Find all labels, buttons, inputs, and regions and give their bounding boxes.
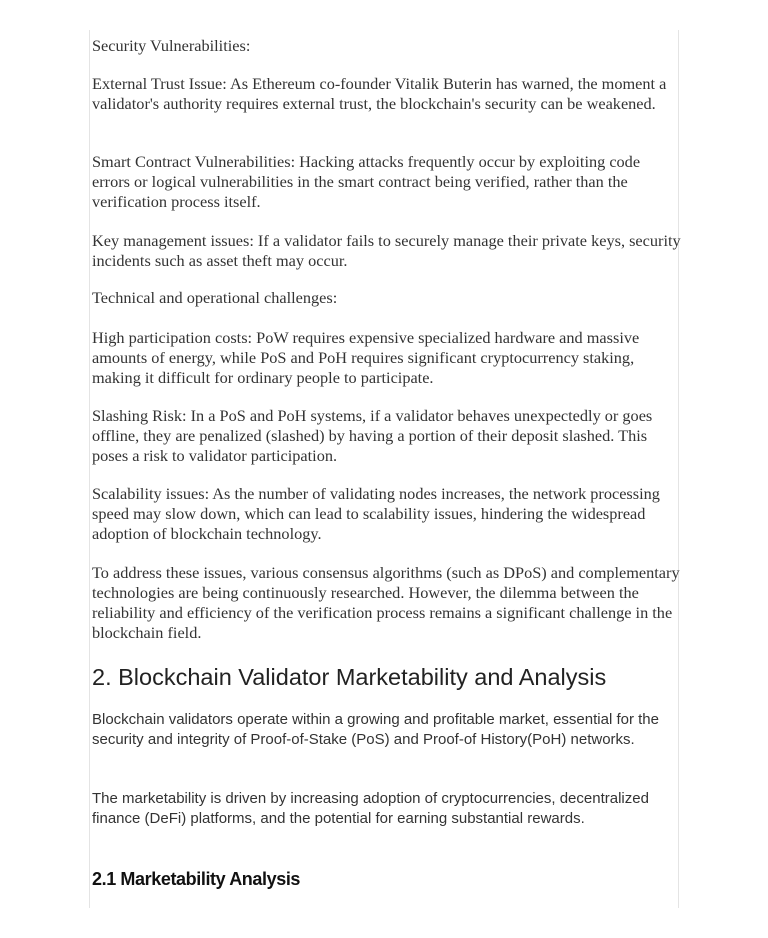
smart-contract-paragraph: Smart Contract Vulnerabilities: Hacking attacks frequently occur by exploiting code errors or logical vulnerabilities in the smart contract being verified, rather than the verification process itself. — [92, 152, 641, 211]
section-2-paragraph-1: Blockchain validators operate within a growing and profitable market, essential for the security and integrity of Proof-of-Stake (PoS) and Proof-of History(PoH) networks. — [92, 711, 659, 748]
technical-challenges-heading: Technical and operational challenges: — [92, 288, 338, 307]
external-trust-paragraph: External Trust Issue: As Ethereum co-founder Vitalik Buterin has warned, the moment a validator's authority requires external trust, the blockchain's security can be weakened. — [92, 74, 667, 113]
address-issues-paragraph: To address these issues, various consensus algorithms (such as DPoS) and complementary technologies are being continuously researched. However, the dilemma between the reliability and efficiency of the verification process remains a significant challenge in the blockchain field. — [92, 563, 680, 642]
key-management-paragraph: Key management issues: If a validator fails to securely manage their private keys, security incidents such as asset theft may occur. — [92, 231, 681, 270]
security-vulnerabilities-heading: Security Vulnerabilities: — [92, 36, 251, 55]
participation-costs-paragraph: High participation costs: PoW requires expensive specialized hardware and massive amounts of energy, while PoS and PoH requires significant cryptocurrency staking, making it difficult for ordinary people to participate. — [92, 328, 640, 387]
slashing-risk-paragraph: Slashing Risk: In a PoS and PoH systems, if a validator behaves unexpectedly or goes offline, they are penalized (slashed) by having a portion of their deposit slashed. This poses a risk to validator participation. — [92, 406, 653, 465]
scalability-paragraph: Scalability issues: As the number of validating nodes increases, the network processing speed may slow down, which can lead to scalability issues, hindering the widespread adoption of blockchain technology. — [92, 484, 660, 543]
section-2-1-title: 2.1 Marketability Analysis — [92, 869, 301, 889]
section-2-title: 2. Blockchain Validator Marketability and Analysis — [92, 664, 607, 690]
section-2-paragraph-2: The marketability is driven by increasing adoption of cryptocurrencies, decentralized finance (DeFi) platforms, and the potential for earning substantial rewards. — [92, 790, 649, 827]
